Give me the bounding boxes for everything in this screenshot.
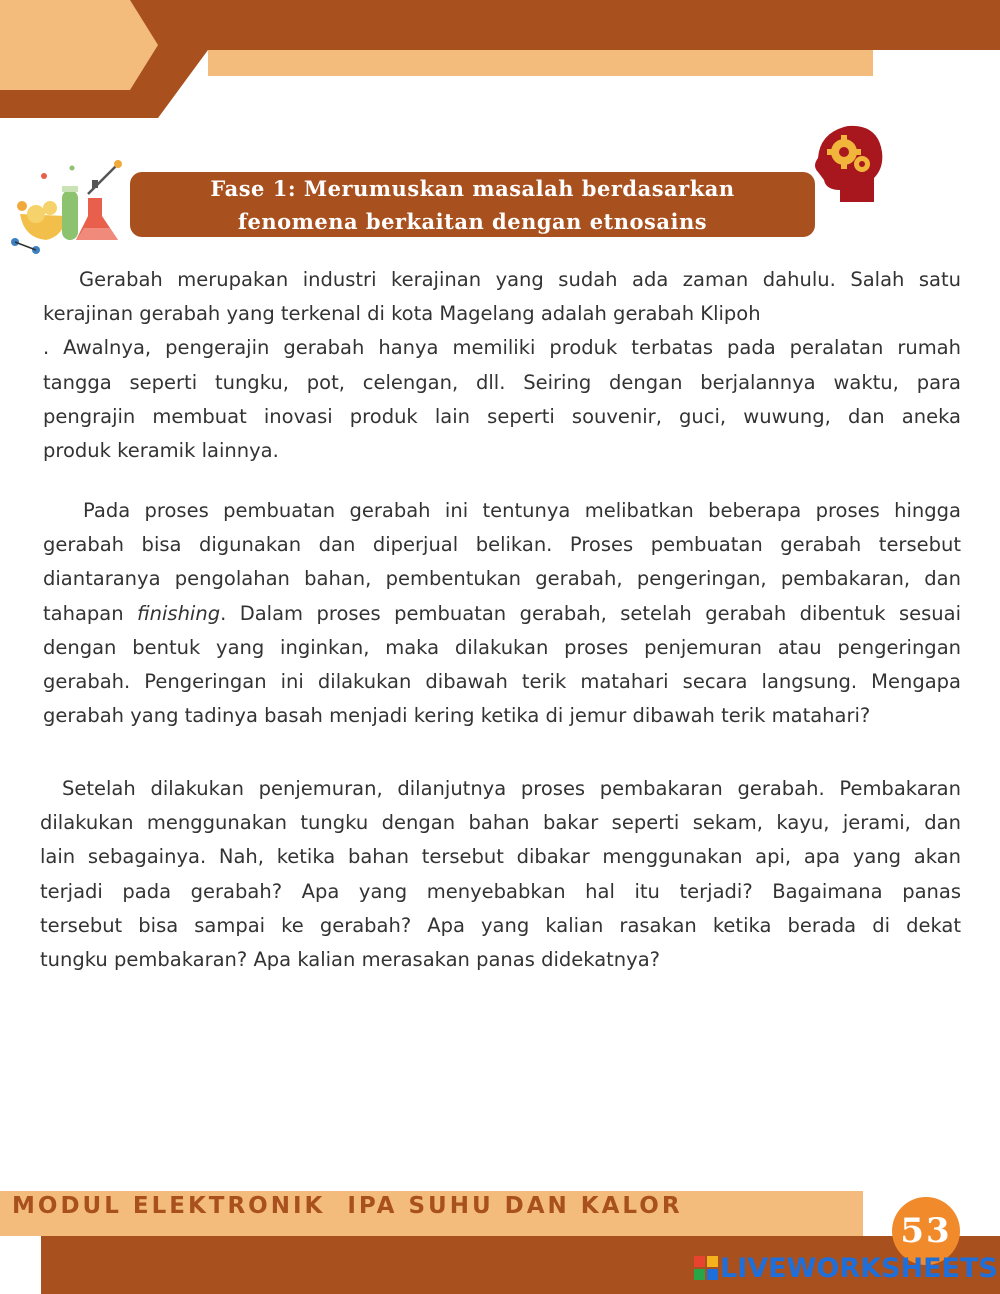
page-number: 53	[900, 1211, 952, 1251]
paragraph-line: gerabah. Pengeringan ini dilakukan dibawah terik matahari secara langsung. Mengapa	[43, 670, 961, 694]
paragraph-line: gerabah yang tadinya basah menjadi kering ketika di jemur dibawah terik matahari?	[43, 704, 871, 728]
paragraph-line: tangga seperti tungku, pot, celengan, dll. Seiring dengan berjalannya waktu, para	[43, 370, 961, 394]
paragraph-line: tungku pembakaran? Apa kalian merasakan panas didekatnya?	[40, 948, 661, 972]
paragraph-line: diantaranya pengolahan bahan, pembentukan gerabah, pengeringan, pembakaran, dan	[43, 567, 961, 591]
paragraph-line: lain sebagainya. Nah, ketika bahan tersebut dibakar menggunakan api, apa yang akan	[40, 845, 961, 869]
paragraph-process	[43, 494, 961, 733]
paragraph-line: dilakukan menggunakan tungku dengan bahan bakar seperti sekam, kayu, jerami, dan	[40, 811, 961, 835]
paragraph-line: tersebut bisa sampai ke gerabah? Apa yang kalian rasakan ketika berada di dekat	[40, 913, 961, 937]
text-run: tahapan	[43, 601, 138, 625]
paragraph-burning	[40, 772, 961, 977]
phase-title-line-1: Fase 1: Merumuskan masalah berdasarkan	[210, 175, 735, 201]
paragraph-line: Setelah dilakukan penjemuran, dilanjutnya proses pembakaran gerabah. Pembakaran	[62, 777, 961, 800]
paragraph-line	[43, 597, 961, 631]
italic-term-finishing: finishing	[137, 601, 221, 625]
phase-title-line-2: fenomena berkaitan dengan etnosains	[237, 208, 708, 234]
head-gears-icon	[810, 122, 888, 206]
paragraph-line: pengrajin membuat inovasi produk lain seperti souvenir, guci, wuwung, dan aneka	[43, 404, 961, 428]
liveworksheets-logo-icon	[694, 1256, 718, 1280]
paragraph-line: gerabah bisa digunakan dan diperjual belikan. Proses pembuatan gerabah tersebut	[43, 533, 961, 557]
liveworksheets-watermark[interactable]: LIVEWORKSHEETS	[720, 1253, 998, 1284]
paragraph-line: Pada proses pembuatan gerabah ini tentunya melibatkan beberapa proses hingga	[83, 499, 961, 522]
paragraph-line: Gerabah merupakan industri kerajinan yang sudah ada zaman dahulu. Salah satu	[79, 268, 961, 291]
paragraph-line: dengan bentuk yang inginkan, maka dilakukan proses penjemuran atau pengeringan	[43, 635, 961, 659]
module-title: MODUL ELEKTRONIK IPA SUHU DAN KALOR	[12, 1193, 683, 1219]
paragraph-line: . Awalnya, pengerajin gerabah hanya memiliki produk terbatas pada peralatan rumah	[43, 336, 961, 360]
science-lab-flasks-icon	[6, 156, 130, 256]
paragraph-line: kerajinan gerabah yang terkenal di kota Magelang adalah gerabah Klipoh	[43, 302, 761, 326]
paragraph-line: produk keramik lainnya.	[43, 439, 279, 463]
phase-title-banner	[130, 172, 815, 237]
paragraph-line: terjadi pada gerabah? Apa yang menyebabkan hal itu terjadi? Bagaimana panas	[40, 879, 961, 903]
paragraph-intro	[43, 263, 961, 468]
text-run: . Dalam proses pembuatan gerabah, setelah gerabah dibentuk sesuai	[220, 601, 961, 625]
